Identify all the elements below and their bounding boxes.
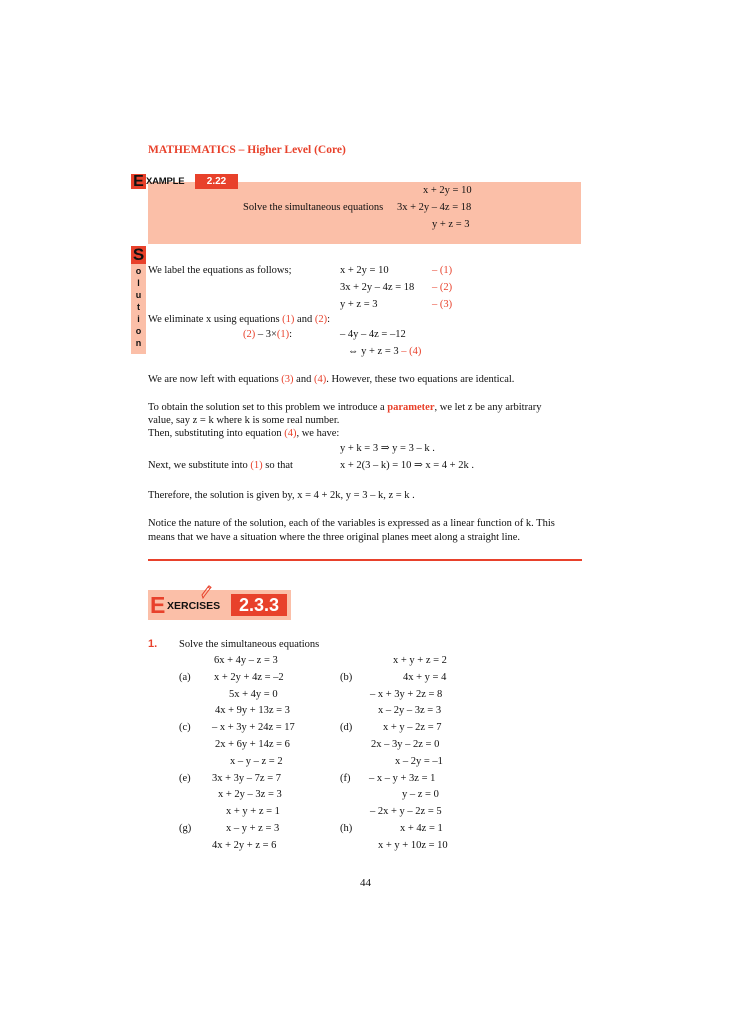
- exercise-equation: – x – y + 3z = 1: [369, 773, 436, 784]
- solution-tab: [131, 246, 146, 354]
- notice-line-2: means that we have a situation where the three original planes meet along a straight line.: [148, 532, 521, 543]
- exercise-equation: 4x + y = 4: [403, 672, 447, 683]
- example-eq2: 3x + 2y – 4z = 18: [397, 202, 472, 213]
- next-text: Next, we substitute into: [148, 460, 248, 471]
- left-text-end: . However, these two equations are identical.: [326, 374, 515, 385]
- exercise-equation: – 2x + y – 2z = 5: [370, 806, 442, 817]
- exercise-equation: – x + 3y + 24z = 17: [212, 722, 295, 733]
- solution-letter: l: [137, 278, 140, 288]
- page-number: 44: [360, 877, 371, 889]
- equation-1-tag: – (1): [432, 265, 453, 276]
- exercises-number: 2.3.3: [231, 594, 287, 616]
- next-sentence: [148, 459, 293, 472]
- exercise-equation: – x + 3y + 2z = 8: [370, 689, 443, 700]
- example-eq3: y + z = 3: [432, 219, 470, 230]
- solution-statement: Therefore, the solution is given by, x = 4 + 2k, y = 3 – k, z = k .: [148, 490, 415, 501]
- solution-letter: t: [137, 302, 140, 312]
- then-text: Then, substituting into equation: [148, 428, 282, 439]
- ref-4: (4): [313, 374, 327, 385]
- parameter-term: parameter: [387, 402, 435, 413]
- exercise-label: (b): [340, 672, 353, 683]
- exercise-label: (g): [179, 823, 192, 834]
- exercise-equation: y – z = 0: [402, 789, 439, 800]
- example-number: 2.22: [195, 174, 238, 189]
- obtain-text: To obtain the solution set to this problem we introduce a: [148, 402, 385, 413]
- exercise-equation: x + 2y + 4z = –2: [214, 672, 284, 683]
- equation-1: x + 2y = 10: [340, 265, 389, 276]
- solution-letter: n: [135, 338, 142, 348]
- example-word: XAMPLE: [146, 176, 185, 187]
- solution-letter: o: [135, 326, 142, 336]
- exercise-equation: 2x + 6y + 14z = 6: [215, 739, 290, 750]
- substitute-sentence: [148, 427, 339, 440]
- ref-2: (2): [314, 314, 328, 325]
- exercise-label: (c): [179, 722, 191, 733]
- equation-2: 3x + 2y – 4z = 18: [340, 282, 415, 293]
- exercise-label: (f): [340, 773, 351, 784]
- ref-3: (3): [281, 374, 294, 385]
- solution-letter: o: [135, 266, 142, 276]
- equation-2-tag: – (2): [432, 282, 453, 293]
- operation-result: – 4y – 4z = –12: [340, 329, 406, 340]
- identical-sentence: [148, 373, 514, 386]
- substitution-2: x + 2(3 – k) = 10 ⇒ x = 4 + 2k .: [340, 460, 474, 471]
- exercises-badge: [148, 590, 291, 620]
- equation-3-tag: – (3): [432, 299, 453, 310]
- exercise-equation: x – y + z = 3: [226, 823, 280, 834]
- exercise-label: (e): [179, 773, 191, 784]
- exercise-equation: 3x + 3y – 7z = 7: [212, 773, 282, 784]
- then-text-end: , we have:: [296, 428, 340, 439]
- section-divider: [148, 559, 582, 561]
- eliminate-text: We eliminate x using equations: [148, 314, 280, 325]
- running-header: MATHEMATICS – Higher Level (Core): [148, 144, 346, 156]
- exercise-label: (a): [179, 672, 191, 683]
- exercise-equation: 2x – 3y – 2z = 0: [371, 739, 440, 750]
- solution-letter: u: [135, 290, 142, 300]
- exercise-equation: 6x + 4y – z = 3: [214, 655, 278, 666]
- eliminate-sentence: [148, 313, 330, 326]
- example-prompt: Solve the simultaneous equations: [243, 202, 384, 213]
- solution-initial: S: [132, 245, 145, 264]
- next-text-end: so that: [265, 460, 293, 471]
- exercise-equation: x – 2y = –1: [395, 756, 443, 767]
- operation-label: [243, 328, 292, 341]
- parameter-line-2: value, say z = k where k is some real number.: [148, 415, 340, 426]
- pencil-icon: [200, 585, 212, 599]
- example-eq1: x + 2y = 10: [423, 185, 472, 196]
- equation-4-tag: – (4): [401, 346, 422, 357]
- exercise-equation: 5x + 4y = 0: [229, 689, 278, 700]
- exercise-label: (d): [340, 722, 353, 733]
- substitution-1: y + k = 3 ⇒ y = 3 – k .: [340, 443, 435, 454]
- ref-1: (1): [282, 314, 295, 325]
- equation-3: y + z = 3: [340, 299, 378, 310]
- op-colon: :: [289, 329, 293, 340]
- exercise-label: (h): [340, 823, 353, 834]
- example-label: [131, 174, 238, 189]
- question-number: 1.: [148, 638, 158, 650]
- and-text: and: [297, 314, 313, 325]
- exercises-initial: E: [150, 592, 166, 618]
- exercise-equation: 4x + 2y + z = 6: [212, 840, 277, 851]
- exercise-equation: x + y + z = 1: [226, 806, 280, 817]
- solution-intro: We label the equations as follows;: [148, 265, 292, 276]
- solution-letter: i: [137, 314, 140, 324]
- left-text: We are now left with equations: [148, 374, 279, 385]
- exercise-equation: x + y + z = 2: [393, 655, 447, 666]
- parameter-sentence: [148, 401, 542, 414]
- exercise-equation: x – 2y – 3z = 3: [378, 705, 442, 716]
- op-ref-1: (1): [276, 329, 290, 340]
- colon: :: [327, 314, 331, 325]
- exercise-equation: x – y – z = 2: [230, 756, 283, 767]
- exercise-equation: x + 4z = 1: [400, 823, 443, 834]
- and-text: and: [296, 374, 312, 385]
- op-mid: – 3×: [257, 329, 277, 340]
- exercises-word: XERCISES: [167, 600, 221, 612]
- notice-line-1: Notice the nature of the solution, each of the variables is expressed as a linear function of k. This: [148, 518, 555, 529]
- example-initial: E: [131, 174, 146, 189]
- obtain-text-end: , we let z be any arbitrary: [434, 402, 542, 413]
- exercise-equation: 4x + 9y + 13z = 3: [215, 705, 290, 716]
- exercise-equation: x + y – 2z = 7: [383, 722, 442, 733]
- question-text: Solve the simultaneous equations: [179, 639, 320, 650]
- operation-result-2: [348, 345, 421, 358]
- op-ref-2: (2): [243, 329, 256, 340]
- result-2-text: ⇔ y + z = 3: [348, 346, 399, 357]
- ref-1: (1): [250, 460, 263, 471]
- exercise-equation: x + y + 10z = 10: [378, 840, 448, 851]
- exercise-equation: x + 2y – 3z = 3: [218, 789, 282, 800]
- ref-4: (4): [284, 428, 297, 439]
